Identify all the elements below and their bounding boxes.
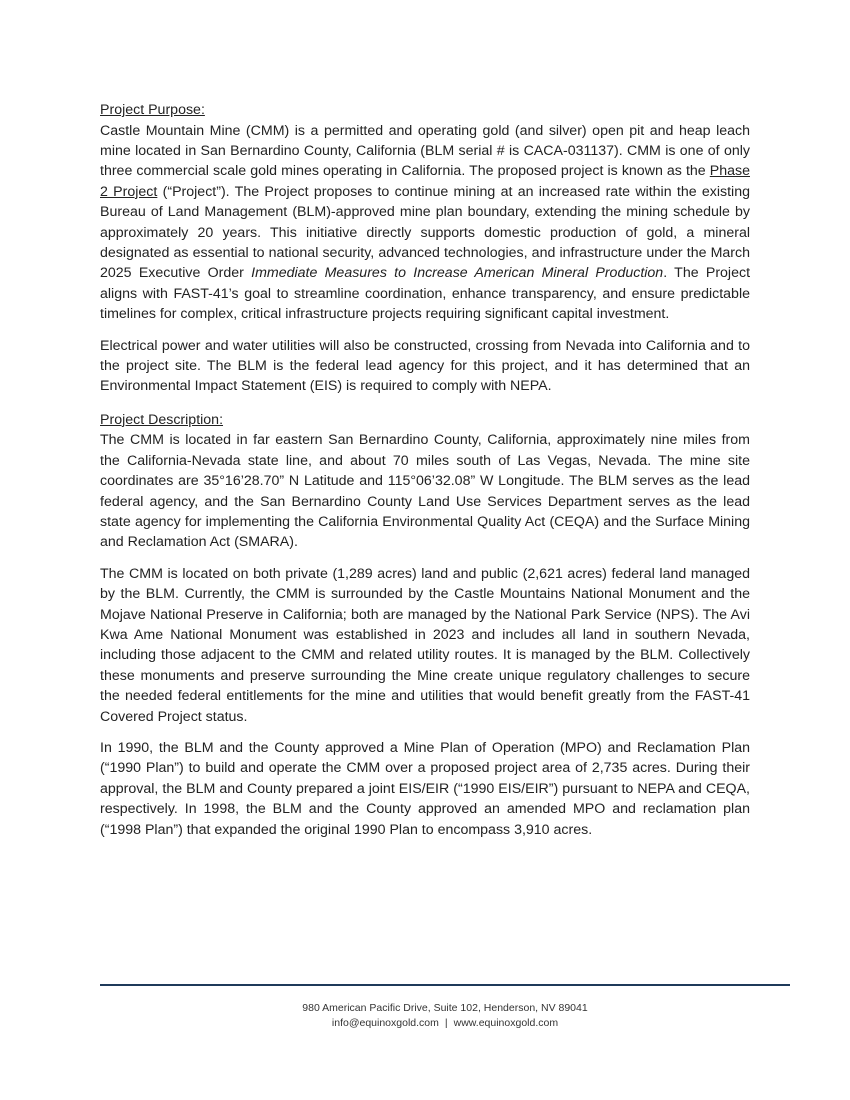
footer-divider [100, 984, 790, 986]
project-purpose-heading: Project Purpose: [100, 102, 205, 118]
description-paragraph-2: The CMM is located on both private (1,289 acres) land and public (2,621 acres) federal land managed by the BLM. Currently, the CMM is surrounded by the Castle Mountains National Monument and the Mojave National Preserve in California; both are managed by the National Park Service (NPS). The Avi Kwa Ame National Monument was established in 2023 and includes all land in southern Nevada, including those adjacent to the CMM and related utility routes. It is managed by the BLM. Collectively these monuments and preserve surrounding the Mine create unique regulatory challenges to secure the needed federal entitlements for the mine and utilities that would benefit greatly from the FAST-41 Covered Project status. [100, 565, 750, 725]
footer-contact [100, 1016, 790, 1031]
purpose-text-c: . The Project aligns with FAST-41’s goal to streamline coordination, enhance transparency, and ensure predictable timelines for complex, critical infrastructure projects requiring significant capital investment. [100, 265, 751, 323]
purpose-text-a: Castle Mountain Mine (CMM) is a permitted and operating gold (and silver) open pit and heap leach mine located in San Bernardino County, California (BLM serial # is CACA-031137). CMM is one of only three commercial scale gold mines operating in California. The proposed project is known as the [100, 122, 750, 180]
footer [100, 1001, 790, 1031]
footer-email[interactable]: info@equinoxgold.com [331, 1017, 439, 1029]
footer-address: 980 American Pacific Drive, Suite 102, Henderson, NV 89041 [302, 1002, 588, 1014]
footer-separator: | [444, 1017, 448, 1029]
document-body [100, 100, 750, 851]
footer-website[interactable]: www.equinoxgold.com [453, 1017, 559, 1029]
purpose-paragraph-1 [100, 121, 750, 325]
purpose-text-b: (“Project”). The Project proposes to continue mining at an increased rate within the existing Bureau of Land Management (BLM)-approved mine plan boundary, extending the mining schedule by approximately 20 years. This initiative directly supports domestic production of gold, a mineral designated as essential to national security, advanced technologies, and infrastructure under the March 2025 Executive Order [100, 183, 750, 282]
purpose-paragraph-2: Electrical power and water utilities will also be constructed, crossing from Nevada into California and to the project site. The BLM is the federal lead agency for this project, and it has determined that an Environmental Impact Statement (EIS) is required to comply with NEPA. [100, 337, 750, 395]
phase-2-project-link[interactable]: Phase 2 Project [100, 163, 750, 200]
executive-order-title: Immediate Measures to Increase American Mineral Production [251, 265, 664, 282]
description-paragraph-3: In 1990, the BLM and the County approved a Mine Plan of Operation (MPO) and Reclamation Plan (“1990 Plan”) to build and operate the CMM over a proposed project area of 2,735 acres. During their approval, the BLM and County prepared a joint EIS/EIR (“1990 EIS/EIR”) pursuant to NEPA and CEQA, respectively. In 1998, the BLM and the County approved an amended MPO and reclamation plan (“1998 Plan”) that expanded the original 1990 Plan to encompass 3,910 acres. [100, 739, 750, 838]
project-description-heading: Project Description: [100, 411, 224, 428]
description-paragraph-1: The CMM is located in far eastern San Bernardino County, California, approximately nine miles from the California-Nevada state line, and about 70 miles south of Las Vegas, Nevada. The mine site coordinates are 35°16’28.70” N Latitude and 115°06’32.08” W Longitude. The BLM serves as the lead federal agency, and the San Bernardino County Land Use Services Department serves as the lead state agency for implementing the California Environmental Quality Act (CEQA) and the Surface Mining and Reclamation Act (SMARA). [100, 432, 750, 551]
